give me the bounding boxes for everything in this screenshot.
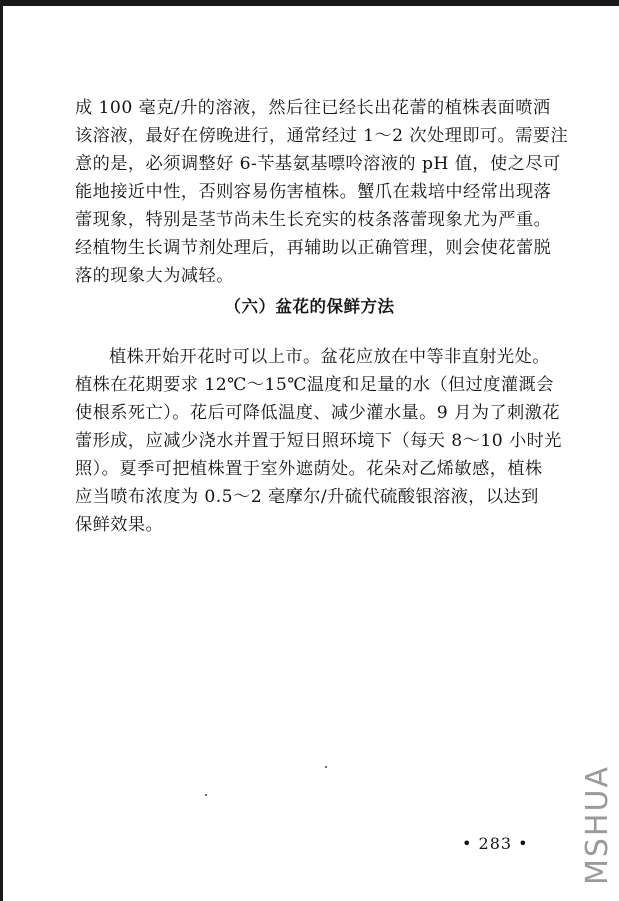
scan-border-top [0, 0, 619, 6]
text-line: 应当喷布浓度为 0.5～2 毫摩尔/升硫代硫酸银溶液，以达到 [75, 487, 539, 507]
text-line: 意的是，必须调整好 6-苄基氨基嘌呤溶液的 pH 值，使之尽可 [75, 154, 561, 174]
scan-border-left [0, 0, 3, 901]
text-line: 照）。夏季可把植株置于室外遮荫处。花朵对乙烯敏感，植株 [75, 459, 543, 479]
text-line: 使根系死亡）。花后可降低温度、减少灌水量。9 月为了刺激花 [75, 403, 560, 423]
scan-speck [205, 794, 207, 796]
text-line: 蕾现象，特别是茎节尚未生长充实的枝条落蕾现象尤为严重。 [75, 210, 552, 230]
text-line: 成 100 毫克/升的溶液，然后往已经长出花蕾的植株表面喷洒 [75, 98, 551, 118]
text-line: 蕾形成，应减少浇水并置于短日照环境下（每天 8～10 小时光 [75, 431, 562, 451]
text-line: 保鲜效果。 [75, 515, 164, 535]
text-line: 植株开始开花时可以上市。盆花应放在中等非直射光处。 [109, 347, 550, 367]
text-line: 该溶液，最好在傍晚进行，通常经过 1～2 次处理即可。需要注 [75, 126, 569, 146]
text-line: 经植物生长调节剂处理后，再辅助以正确管理，则会使花蕾脱 [75, 238, 552, 258]
page-number: • 283 • [462, 834, 529, 853]
scan-speck [325, 766, 327, 768]
text-line: 植株在花期要求 12℃～15℃温度和足量的水（但过度灌溉会 [75, 375, 554, 395]
watermark: MSHUA [580, 765, 615, 885]
section-heading: （六）盆花的保鲜方法 [224, 297, 395, 316]
text-line: 落的现象大为减轻。 [75, 266, 234, 286]
text-line: 能地接近中性，否则容易伤害植株。蟹爪在栽培中经常出现落 [75, 182, 552, 202]
